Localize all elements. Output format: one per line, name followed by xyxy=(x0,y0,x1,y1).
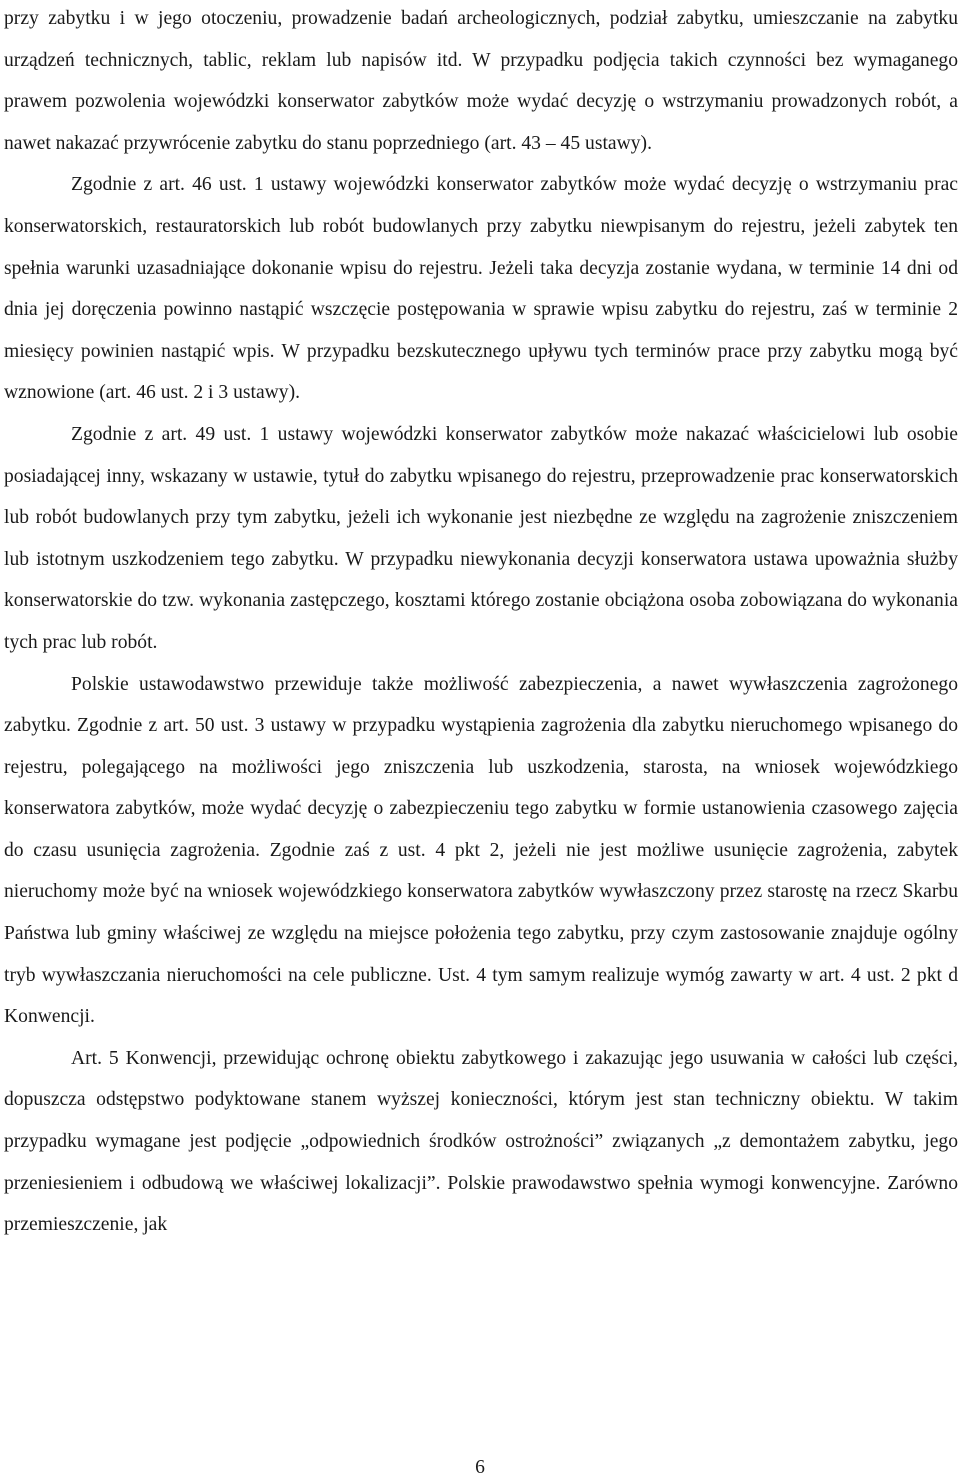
page-number: 6 xyxy=(475,1457,485,1478)
paragraph-5: Art. 5 Konwencji, przewidując ochronę obiektu zabytkowego i zakazując jego usuwania w całości lub części, dopuszcza odstępstwo podyktowane stanem wyższej konieczności, którym jest stan techniczny obiektu. W takim przypadku wymagane jest podjęcie „odpowiednich środków ostrożności” związanych „z demontażem zabytku, jego przeniesieniem i odbudową we właściwej lokalizacji”. Polskie prawodawstwo spełnia wymogi konwencyjne. Zarówno przemieszczenie, jak xyxy=(4,1047,958,1236)
paragraph-1: przy zabytku i w jego otoczeniu, prowadzenie badań archeologicznych, podział zabytku, umieszczanie na zabytku urządzeń technicznych, tablic, reklam lub napisów itd. W przypadku podjęcia takich czynności bez wymaganego prawem pozwolenia wojewódzki konserwator zabytków może wydać decyzję o wstrzymaniu prowadzonych robót, a nawet nakazać przywrócenie zabytku do stanu poprzedniego (art. 43 – 45 ustawy). xyxy=(4,8,958,154)
text-body xyxy=(4,0,958,1246)
paragraph-4: Polskie ustawodawstwo przewiduje także możliwość zabezpieczenia, a nawet wywłaszczenia zagrożonego zabytku. Zgodnie z art. 50 ust. 3 ustawy w przypadku wystąpienia zagrożenia dla zabytku nieruchomego wpisanego do rejestru, polegającego na możliwości jego zniszczenia lub uszkodzenia, starosta, na wniosek wojewódzkiego konserwatora zabytków, może wydać decyzję o zabezpieczeniu tego zabytku w formie ustanowienia czasowego zajęcia do czasu usunięcia zagrożenia. Zgodnie zaś z ust. 4 pkt 2, jeżeli nie jest możliwe usunięcie zagrożenia, zabytek nieruchomy może być na wniosek wojewódzkiego konserwatora zabytków wywłaszczony przez starostę na rzecz Skarbu Państwa lub gminy właściwej ze względu na miejsce położenia tego zabytku, przy czym zastosowanie znajduje ogólny tryb wywłaszczania nieruchomości na cele publiczne. Ust. 4 tym samym realizuje wymóg zawarty w art. 4 ust. 2 pkt d Konwencji. xyxy=(4,673,958,1028)
paragraph-3: Zgodnie z art. 49 ust. 1 ustawy wojewódzki konserwator zabytków może nakazać właścicielowi lub osobie posiadającej inny, wskazany w ustawie, tytuł do zabytku wpisanego do rejestru, przeprowadzenie prac konserwatorskich lub robót budowlanych przy tym zabytku, jeżeli ich wykonanie jest niezbędne ze względu na zagrożenie zniszczeniem lub istotnym uszkodzeniem tego zabytku. W przypadku niewykonania decyzji konserwatora ustawa upoważnia służby konserwatorskie do tzw. wykonania zastępczego, kosztami którego zostanie obciążona osoba zobowiązana do wykonania tych prac lub robót. xyxy=(4,423,958,653)
paragraph-2: Zgodnie z art. 46 ust. 1 ustawy wojewódzki konserwator zabytków może wydać decyzję o wstrzymaniu prac konserwatorskich, restauratorskich lub robót budowlanych przy zabytku niewpisanym do rejestru, jeżeli zabytek ten spełnia warunki uzasadniające dokonanie wpisu do rejestru. Jeżeli taka decyzja zostanie wydana, w terminie 14 dni od dnia jej doręczenia powinno nastąpić wszczęcie postępowania w sprawie wpisu zabytku do rejestru, zaś w terminie 2 miesięcy powinien nastąpić wpis. W przypadku bezskutecznego upływu tych terminów prace przy zabytku mogą być wznowione (art. 46 ust. 2 i 3 ustawy). xyxy=(4,174,958,404)
